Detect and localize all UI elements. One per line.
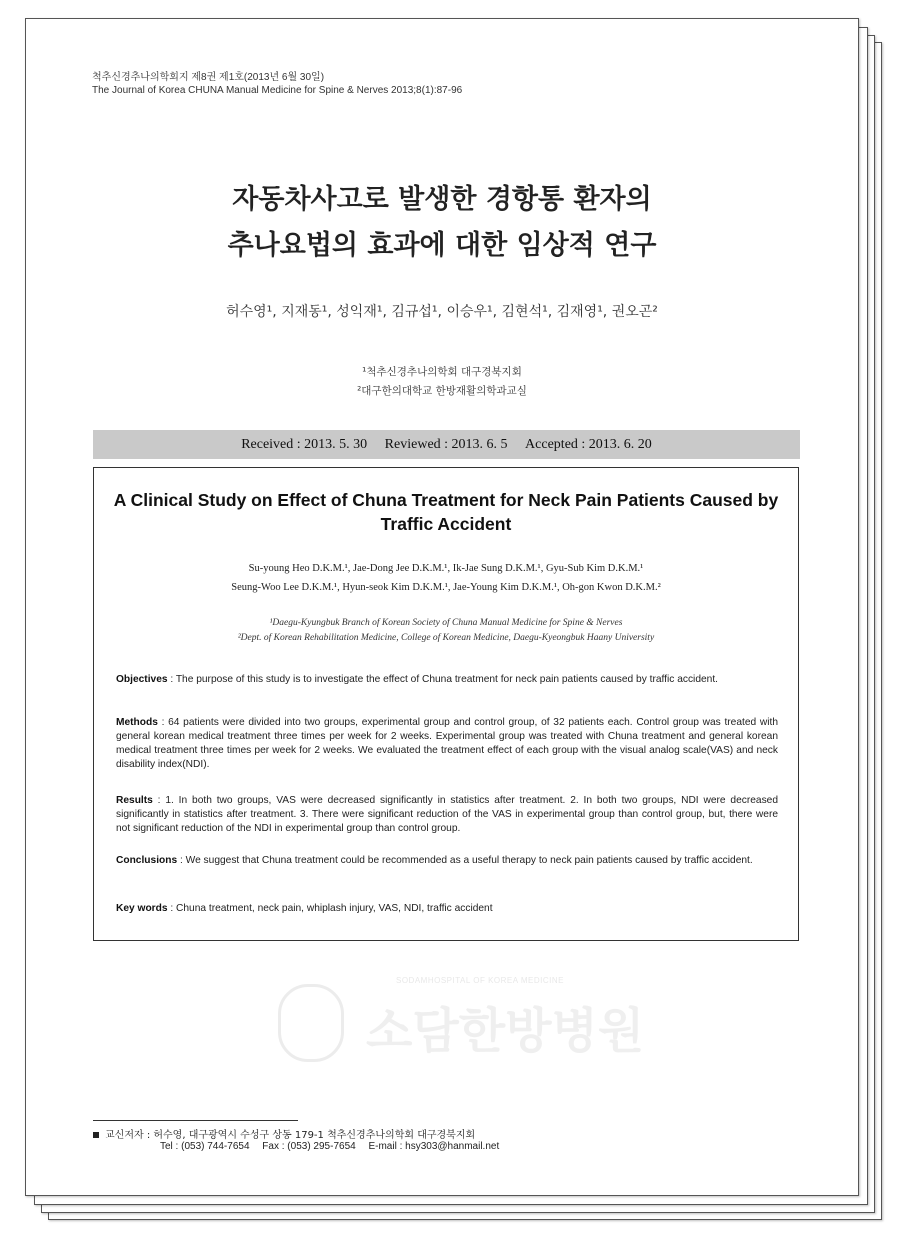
watermark-small-text: SODAMHOSPITAL OF KOREA MEDICINE: [396, 976, 564, 985]
keywords-text: : Chuna treatment, neck pain, whiplash injury, VAS, NDI, traffic accident: [167, 903, 493, 914]
results-paragraph: [116, 794, 778, 836]
authors-ko: 허수영¹, 지재동¹, 성익재¹, 김규섭¹, 이승우¹, 김현석¹, 김재영¹, 권오곤²: [226, 304, 658, 320]
affiliation-ko-1: ¹척추신경추나의학회 대구경북지회: [362, 366, 522, 378]
journal-header: [92, 71, 462, 97]
conclusions-paragraph: [116, 854, 778, 868]
fax: Fax : (053) 295-7654: [262, 1141, 356, 1152]
contact-line: [160, 1141, 509, 1152]
square-bullet-icon: [93, 1132, 99, 1138]
keywords-paragraph: [116, 902, 778, 916]
conclusions-text: : We suggest that Chuna treatment could be recommended as a useful therapy to neck pain patients caused by traffic accident.: [177, 855, 753, 866]
journal-line-ko: 척추신경추나의학회지 제8권 제1호(2013년 6월 30일): [92, 72, 325, 83]
received-date: Received : 2013. 5. 30: [241, 437, 368, 452]
english-affiliation-1: ¹Daegu-Kyungbuk Branch of Korean Society of Chuna Manual Medicine for Spine & Nerves: [269, 618, 623, 628]
keywords-label: Key words: [116, 903, 168, 914]
watermark-text: 소담한방병원: [366, 1003, 645, 1059]
tel: Tel : (053) 744-7654: [160, 1141, 250, 1152]
objectives-text: : The purpose of this study is to investigate the effect of Chuna treatment for neck pain patients caused by traffic accident.: [167, 674, 718, 685]
objectives-label: Objectives: [116, 674, 168, 685]
objectives-paragraph: [116, 673, 778, 687]
dates-bar: [93, 430, 800, 459]
methods-label: Methods: [116, 717, 158, 728]
title-ko-line2: 추나요법의 효과에 대한 임상적 연구: [227, 230, 657, 261]
corresponding-author-text: 교신저자 : 허수영, 대구광역시 수성구 상동 179-1 척추신경추나의학회 대구경북지회: [105, 1130, 476, 1141]
reviewed-date: Reviewed : 2013. 6. 5: [384, 437, 508, 452]
english-authors-line1: Su-young Heo D.K.M.¹, Jae-Dong Jee D.K.M.¹, Ik-Jae Sung D.K.M.¹, Gyu-Sub Kim D.K.M.¹: [248, 563, 644, 574]
results-label: Results: [116, 795, 153, 806]
accepted-date: Accepted : 2013. 6. 20: [525, 437, 652, 452]
english-affiliation-2: ²Dept. of Korean Rehabilitation Medicine, College of Korean Medicine, Daegu-Kyeongbuk Haany University: [237, 633, 655, 643]
methods-paragraph: [116, 716, 778, 772]
results-text: : 1. In both two groups, VAS were decreased significantly in statistics after treatment. 2. In both two groups, NDI were decreased significantly in statistics after treatment. 3. There were significant reduction of the VAS in experimental group than control group, but, there were not significant reduction of the NDI in experimental group than control group.: [116, 795, 778, 834]
watermark: [278, 974, 645, 1064]
title-ko-line1: 자동차사고로 발생한 경항통 환자의: [232, 184, 652, 215]
english-title: A Clinical Study on Effect of Chuna Treatment for Neck Pain Patients Caused by Traffic Accident: [113, 490, 779, 534]
front-page: [25, 18, 859, 1196]
watermark-logo-icon: [278, 984, 344, 1062]
affiliation-ko-2: ²대구한의대학교 한방재활의학과교실: [357, 385, 527, 397]
english-authors-line2: Seung-Woo Lee D.K.M.¹, Hyun-seok Kim D.K.M.¹, Jae-Young Kim D.K.M.¹, Oh-gon Kwon D.K.M.²: [231, 582, 661, 593]
footnote-rule: [93, 1120, 298, 1121]
corresponding-author: [93, 1126, 475, 1141]
methods-text: : 64 patients were divided into two groups, experimental group and control group, of 32 patients each. Control group was treated with general korean medical treatment three times per week for 2 weeks. Experimental group was treated with Chuna treatment and general korean medical treatment three times per week for 2 weeks. We evaluated the treatment effect of each group with the visual analog scale(VAS) and neck disability index(NDI).: [116, 717, 778, 770]
abstract-box: [93, 467, 799, 941]
conclusions-label: Conclusions: [116, 855, 178, 866]
email: E-mail : hsy303@hanmail.net: [368, 1141, 500, 1152]
journal-line-en: The Journal of Korea CHUNA Manual Medicine for Spine & Nerves 2013;8(1):87-96: [92, 85, 463, 96]
